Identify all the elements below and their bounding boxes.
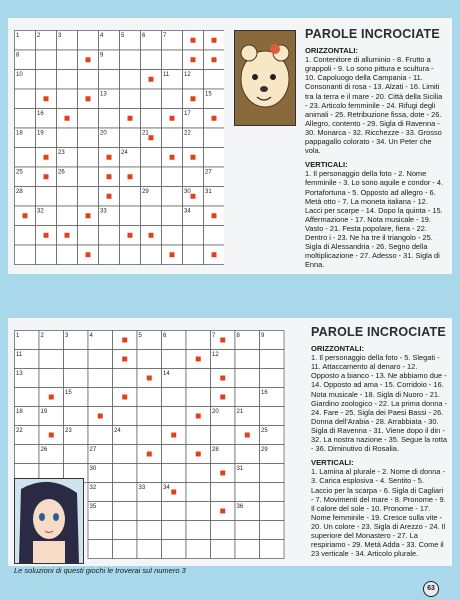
grid-cell (36, 187, 57, 207)
grid-cell (78, 148, 99, 168)
grid-cell (78, 70, 99, 90)
footer-note: Le soluzioni di questi giochi le troverai sul numero 3 (14, 566, 186, 575)
grid-cell (141, 167, 162, 187)
grid-cell (183, 245, 204, 265)
grid-cell (204, 226, 225, 246)
grid-cell (260, 407, 285, 426)
across-heading: ORIZZONTALI: (305, 46, 359, 56)
block-marker (212, 213, 217, 218)
block-marker (220, 376, 225, 381)
grid-cell (162, 89, 183, 109)
block-marker (86, 96, 91, 101)
grid-cell (78, 167, 99, 187)
block-marker (44, 155, 49, 160)
grid-cell (162, 502, 187, 521)
block-marker (212, 252, 217, 257)
grid-cell (120, 128, 141, 148)
grid-cell (235, 350, 260, 369)
grid-cell (204, 148, 225, 168)
grid-cell (137, 407, 162, 426)
grid-cell (162, 187, 183, 207)
grid-cell (15, 445, 40, 464)
grid-cell (260, 502, 285, 521)
down-clues: 1. Il personaggio della foto - 2. Nome femminile - 3. Lo sono aquile e condor - 4. Portafortuna - 5. Opposto ad allegro - 6. Metà otto - 7. La moneta italiana - 12. Lacci per scarpe - 14. Dopo la quinta - 15. Affermazione - 17. Nota musicale - 19. Vasto - 21. Festa popolare, fiera - 22. Dentro i - 23. Ne ha tre il triangolo - 25. Sigla di Alessandria - 26. Segno della moltiplicazione - 27. Adesso - 31. Sigla di Enna. (305, 169, 444, 270)
cell-number: 14 (163, 371, 170, 377)
grid-cell (141, 50, 162, 70)
cell-number: 13 (100, 91, 107, 98)
grid-cell (99, 245, 120, 265)
cell-number: 2 (40, 333, 44, 339)
cell-number: 9 (100, 52, 104, 59)
cell-number: 21 (236, 409, 244, 415)
grid-cell (64, 350, 89, 369)
grid-cell (57, 89, 78, 109)
cell-number: 34 (184, 208, 191, 215)
block-marker (44, 233, 49, 238)
cell-number: 22 (184, 130, 191, 137)
cell-number: 5 (121, 33, 125, 39)
grid-cell (99, 109, 120, 129)
grid-cell (204, 128, 225, 148)
grid-cell (57, 187, 78, 207)
grid-cell (162, 540, 187, 559)
cell-number: 12 (212, 352, 219, 358)
grid-cell (113, 369, 138, 388)
block-marker (196, 452, 201, 457)
grid-cell (162, 521, 187, 540)
cell-number: 11 (163, 72, 170, 78)
block-marker (212, 57, 217, 62)
grid-cell (162, 445, 187, 464)
grid-cell (260, 521, 285, 540)
grid-cell (64, 445, 89, 464)
across-clues: 1. Contenitore di alluminio - 8. Frutto a grappoli - 9. Lo sono pittura e scultura - 10. Capoluogo della Campania - 11. Consonanti di rosa - 13. Alzati - 16. Limiti tra la terra e il mare - 20. Città della Sicilia - 23. Articolo femminile - 24. Rifugi degli animali - 25. Retribuzione fissa, dote - 26. Allegro, contento - 29. Sigla di Ravenna - 30. Monarca - 32. Ricchezze - 33. Grosso pappagallo colorato - 34. Un Peter che vola. (305, 55, 443, 156)
grid-cell (78, 128, 99, 148)
grid-cell (141, 109, 162, 129)
cell-number: 33 (100, 208, 107, 215)
cell-number: 13 (16, 371, 23, 377)
grid-cell (162, 388, 187, 407)
block-marker (245, 433, 250, 438)
cell-number: 8 (236, 333, 240, 339)
cell-number: 36 (236, 504, 244, 510)
cell-number: 8 (16, 52, 20, 59)
grid-cell (211, 483, 236, 502)
block-marker (171, 433, 176, 438)
cell-number: 15 (65, 390, 72, 396)
grid-cell (15, 245, 36, 265)
block-marker (65, 116, 70, 121)
crossword-panel-2 (8, 318, 452, 566)
grid-cell (57, 50, 78, 70)
grid-cell (15, 388, 40, 407)
cell-number: 4 (89, 333, 93, 339)
cartoon-bear-image (234, 30, 296, 126)
grid-cell (186, 502, 211, 521)
cartoon-girl-image (14, 478, 84, 564)
grid-cell (162, 50, 183, 70)
block-marker (191, 96, 196, 101)
grid-cell (141, 89, 162, 109)
cell-number: 17 (184, 111, 191, 117)
cell-number: 23 (58, 150, 65, 156)
grid-cell (120, 89, 141, 109)
grid-cell (120, 187, 141, 207)
grid-cell (260, 483, 285, 502)
cell-number: 20 (212, 409, 219, 415)
grid-cell (183, 226, 204, 246)
cell-number: 25 (16, 169, 23, 176)
block-marker (98, 414, 103, 419)
cell-number: 18 (16, 130, 23, 137)
block-marker (107, 155, 112, 160)
block-marker (220, 509, 225, 514)
grid-cell (113, 445, 138, 464)
cell-number: 27 (89, 447, 97, 453)
cell-number: 24 (121, 150, 128, 156)
grid-cell (36, 245, 57, 265)
block-marker (86, 213, 91, 218)
grid-cell (260, 369, 285, 388)
block-marker (191, 38, 196, 43)
grid-cell (88, 540, 113, 559)
grid-cell (78, 31, 99, 51)
grid-cell (88, 521, 113, 540)
block-marker (86, 57, 91, 62)
grid-cell (260, 350, 285, 369)
grid-cell (235, 388, 260, 407)
cell-number: 28 (212, 447, 219, 453)
block-marker (191, 194, 196, 199)
grid-cell (204, 70, 225, 90)
block-marker (122, 357, 127, 362)
block-marker (149, 233, 154, 238)
cell-number: 19 (37, 130, 44, 137)
grid-cell (137, 502, 162, 521)
cell-number: 6 (142, 33, 146, 39)
block-marker (170, 116, 175, 121)
grid-cell (78, 109, 99, 129)
grid-cell (120, 50, 141, 70)
grid-cell (186, 426, 211, 445)
grid-cell (113, 502, 138, 521)
cell-number: 19 (40, 409, 48, 415)
down-clues: 1. Lamina al plurale - 2. Nome di donna - 3. Carica esplosiva - 4. Sentito - 5. Laccio per la scarpa - 6. Sigla di Cagliari - 7. Movimenti del mare - 8. Pronome - 9. Il calore del sole - 10. Pronome - 17. Nome femminile - 19. Cresce sulla vite - 20. Un colore - 23. Sigla di Arezzo - 24. Il superiore del Monastero - 27. La respiriamo - 29. Metà Adda - 33. Come il 23 verticale - 34. Articolo plurale. (311, 467, 446, 559)
grid-cell (88, 350, 113, 369)
cell-number: 26 (58, 169, 65, 176)
grid-cell (57, 206, 78, 226)
grid-cell (57, 245, 78, 265)
cell-number: 11 (16, 352, 23, 358)
block-marker (191, 155, 196, 160)
block-marker (107, 194, 112, 199)
grid-cell (235, 521, 260, 540)
cell-number: 23 (65, 428, 72, 434)
block-marker (49, 433, 54, 438)
cell-number: 35 (89, 504, 97, 510)
cell-number: 33 (138, 485, 146, 491)
cell-number: 20 (100, 130, 107, 137)
grid-cell (36, 50, 57, 70)
grid-cell (39, 369, 64, 388)
block-marker (147, 376, 152, 381)
cell-number: 5 (138, 333, 142, 339)
grid-cell (88, 388, 113, 407)
crossword-panel-1 (8, 18, 452, 274)
block-marker (170, 252, 175, 257)
cell-number: 6 (163, 333, 167, 339)
grid-cell (88, 369, 113, 388)
grid-svg (14, 30, 224, 266)
cell-number: 18 (16, 409, 23, 415)
grid-cell (64, 369, 89, 388)
block-marker (220, 471, 225, 476)
block-marker (86, 252, 91, 257)
cell-number: 4 (100, 33, 104, 39)
block-marker (212, 116, 217, 121)
block-marker (170, 155, 175, 160)
block-marker (128, 233, 133, 238)
grid-cell (211, 521, 236, 540)
grid-cell (57, 128, 78, 148)
block-marker (128, 116, 133, 121)
cell-number: 9 (261, 333, 265, 339)
grid-cell (183, 167, 204, 187)
grid-cell (141, 206, 162, 226)
grid-cell (211, 540, 236, 559)
grid-cell (137, 540, 162, 559)
block-marker (44, 174, 49, 179)
grid-cell (137, 426, 162, 445)
cell-number: 16 (261, 390, 268, 396)
grid-cell (162, 128, 183, 148)
down-heading: VERTICALI: (305, 160, 348, 170)
across-heading: ORIZZONTALI: (311, 344, 365, 354)
clues-panel-1 (305, 27, 445, 270)
grid-cell (137, 521, 162, 540)
grid-cell (186, 388, 211, 407)
puzzle-title: PAROLE INCROCIATE (311, 325, 446, 339)
down-heading: VERTICALI: (311, 458, 354, 468)
cell-number: 24 (114, 428, 121, 434)
grid-cell (15, 89, 36, 109)
grid-cell (15, 109, 36, 129)
cell-number: 32 (89, 485, 97, 491)
cell-number: 22 (16, 428, 23, 434)
grid-cell (15, 226, 36, 246)
grid-cell (162, 464, 187, 483)
cell-number: 27 (205, 169, 212, 176)
grid-cell (113, 483, 138, 502)
clues-panel-2 (311, 325, 447, 559)
block-marker (171, 490, 176, 495)
cell-number: 31 (236, 466, 244, 472)
grid-cell (120, 70, 141, 90)
block-marker (122, 395, 127, 400)
grid-cell (162, 167, 183, 187)
grid-cell (141, 245, 162, 265)
grid-cell (99, 70, 120, 90)
block-marker (44, 96, 49, 101)
grid-cell (64, 407, 89, 426)
grid-cell (186, 540, 211, 559)
cell-number: 1 (16, 33, 20, 39)
grid-cell (57, 70, 78, 90)
puzzle-title: PAROLE INCROCIATE (305, 27, 440, 41)
cell-number: 21 (142, 130, 149, 137)
cell-number: 30 (184, 189, 191, 195)
cell-number: 32 (37, 208, 44, 215)
cell-number: 31 (205, 189, 212, 195)
grid-cell (120, 206, 141, 226)
grid-cell (113, 464, 138, 483)
grid-cell (162, 206, 183, 226)
grid-cell (162, 407, 187, 426)
grid-cell (186, 483, 211, 502)
cell-number: 29 (142, 189, 149, 195)
grid-cell (260, 464, 285, 483)
grid-cell (162, 226, 183, 246)
cell-number: 26 (40, 447, 48, 453)
grid-cell (162, 350, 187, 369)
block-marker (65, 233, 70, 238)
block-marker (220, 395, 225, 400)
block-marker (196, 414, 201, 419)
cell-number: 29 (261, 447, 268, 453)
grid-cell (235, 445, 260, 464)
block-marker (220, 338, 225, 343)
block-marker (212, 38, 217, 43)
grid-cell (235, 483, 260, 502)
block-marker (23, 213, 28, 218)
grid-cell (186, 369, 211, 388)
grid-cell (186, 464, 211, 483)
grid-cell (186, 521, 211, 540)
cell-number: 10 (16, 72, 23, 78)
grid-cell (78, 187, 99, 207)
block-marker (49, 395, 54, 400)
grid-cell (113, 540, 138, 559)
grid-cell (36, 70, 57, 90)
grid-cell (141, 148, 162, 168)
grid-cell (137, 464, 162, 483)
cell-number: 12 (184, 72, 191, 78)
page-number: 63 (423, 581, 439, 597)
block-marker (147, 452, 152, 457)
cell-number: 16 (37, 111, 44, 117)
grid-cell (39, 350, 64, 369)
cell-number: 15 (205, 91, 212, 98)
block-marker (128, 174, 133, 179)
cell-number: 3 (58, 33, 62, 39)
grid-cell (137, 350, 162, 369)
cell-number: 1 (16, 333, 20, 339)
grid-cell (113, 521, 138, 540)
block-marker (196, 357, 201, 362)
grid-cell (235, 540, 260, 559)
across-clues: 1. Il personaggio della foto - 5. Slegati - 11. Attaccamento al denaro - 12. Opposto a bianco - 13. Ne abbiamo due - 14. Opposto ad ama - 15. Corridoio - 16. Nota musicale - 18. Sigla di Nuoro - 21. Giardino zoologico - 22. La prima donna - 24. Fare - 25. Sigla dei Paesi Bassi - 26. Donna dell'Arabia - 28. Arrabbiata - 30. Sigla di Ravenna - 31. Viene dopo il din - 32. La nostra nazione - 35. Segue la rotta - 36. Diminutivo di Rosalia. (311, 353, 447, 454)
block-marker (107, 174, 112, 179)
crossword-grid-1 (14, 30, 224, 266)
cell-number: 2 (37, 33, 41, 39)
block-marker (149, 77, 154, 82)
cell-number: 3 (65, 333, 69, 339)
grid-cell (211, 426, 236, 445)
grid-cell (137, 388, 162, 407)
block-marker (122, 338, 127, 343)
grid-cell (260, 540, 285, 559)
grid-cell (15, 148, 36, 168)
grid-cell (113, 407, 138, 426)
cell-number: 34 (163, 485, 170, 491)
grid-cell (88, 426, 113, 445)
grid-cell (78, 226, 99, 246)
cell-number: 7 (163, 33, 167, 39)
block-marker (191, 57, 196, 62)
grid-cell (186, 331, 211, 350)
cell-number: 7 (212, 333, 216, 339)
grid-cell (235, 369, 260, 388)
cell-number: 28 (16, 189, 23, 195)
grid-cell (99, 226, 120, 246)
block-marker (149, 135, 154, 140)
cell-number: 25 (261, 428, 268, 434)
grid-cell (120, 245, 141, 265)
cell-number: 30 (89, 466, 97, 472)
